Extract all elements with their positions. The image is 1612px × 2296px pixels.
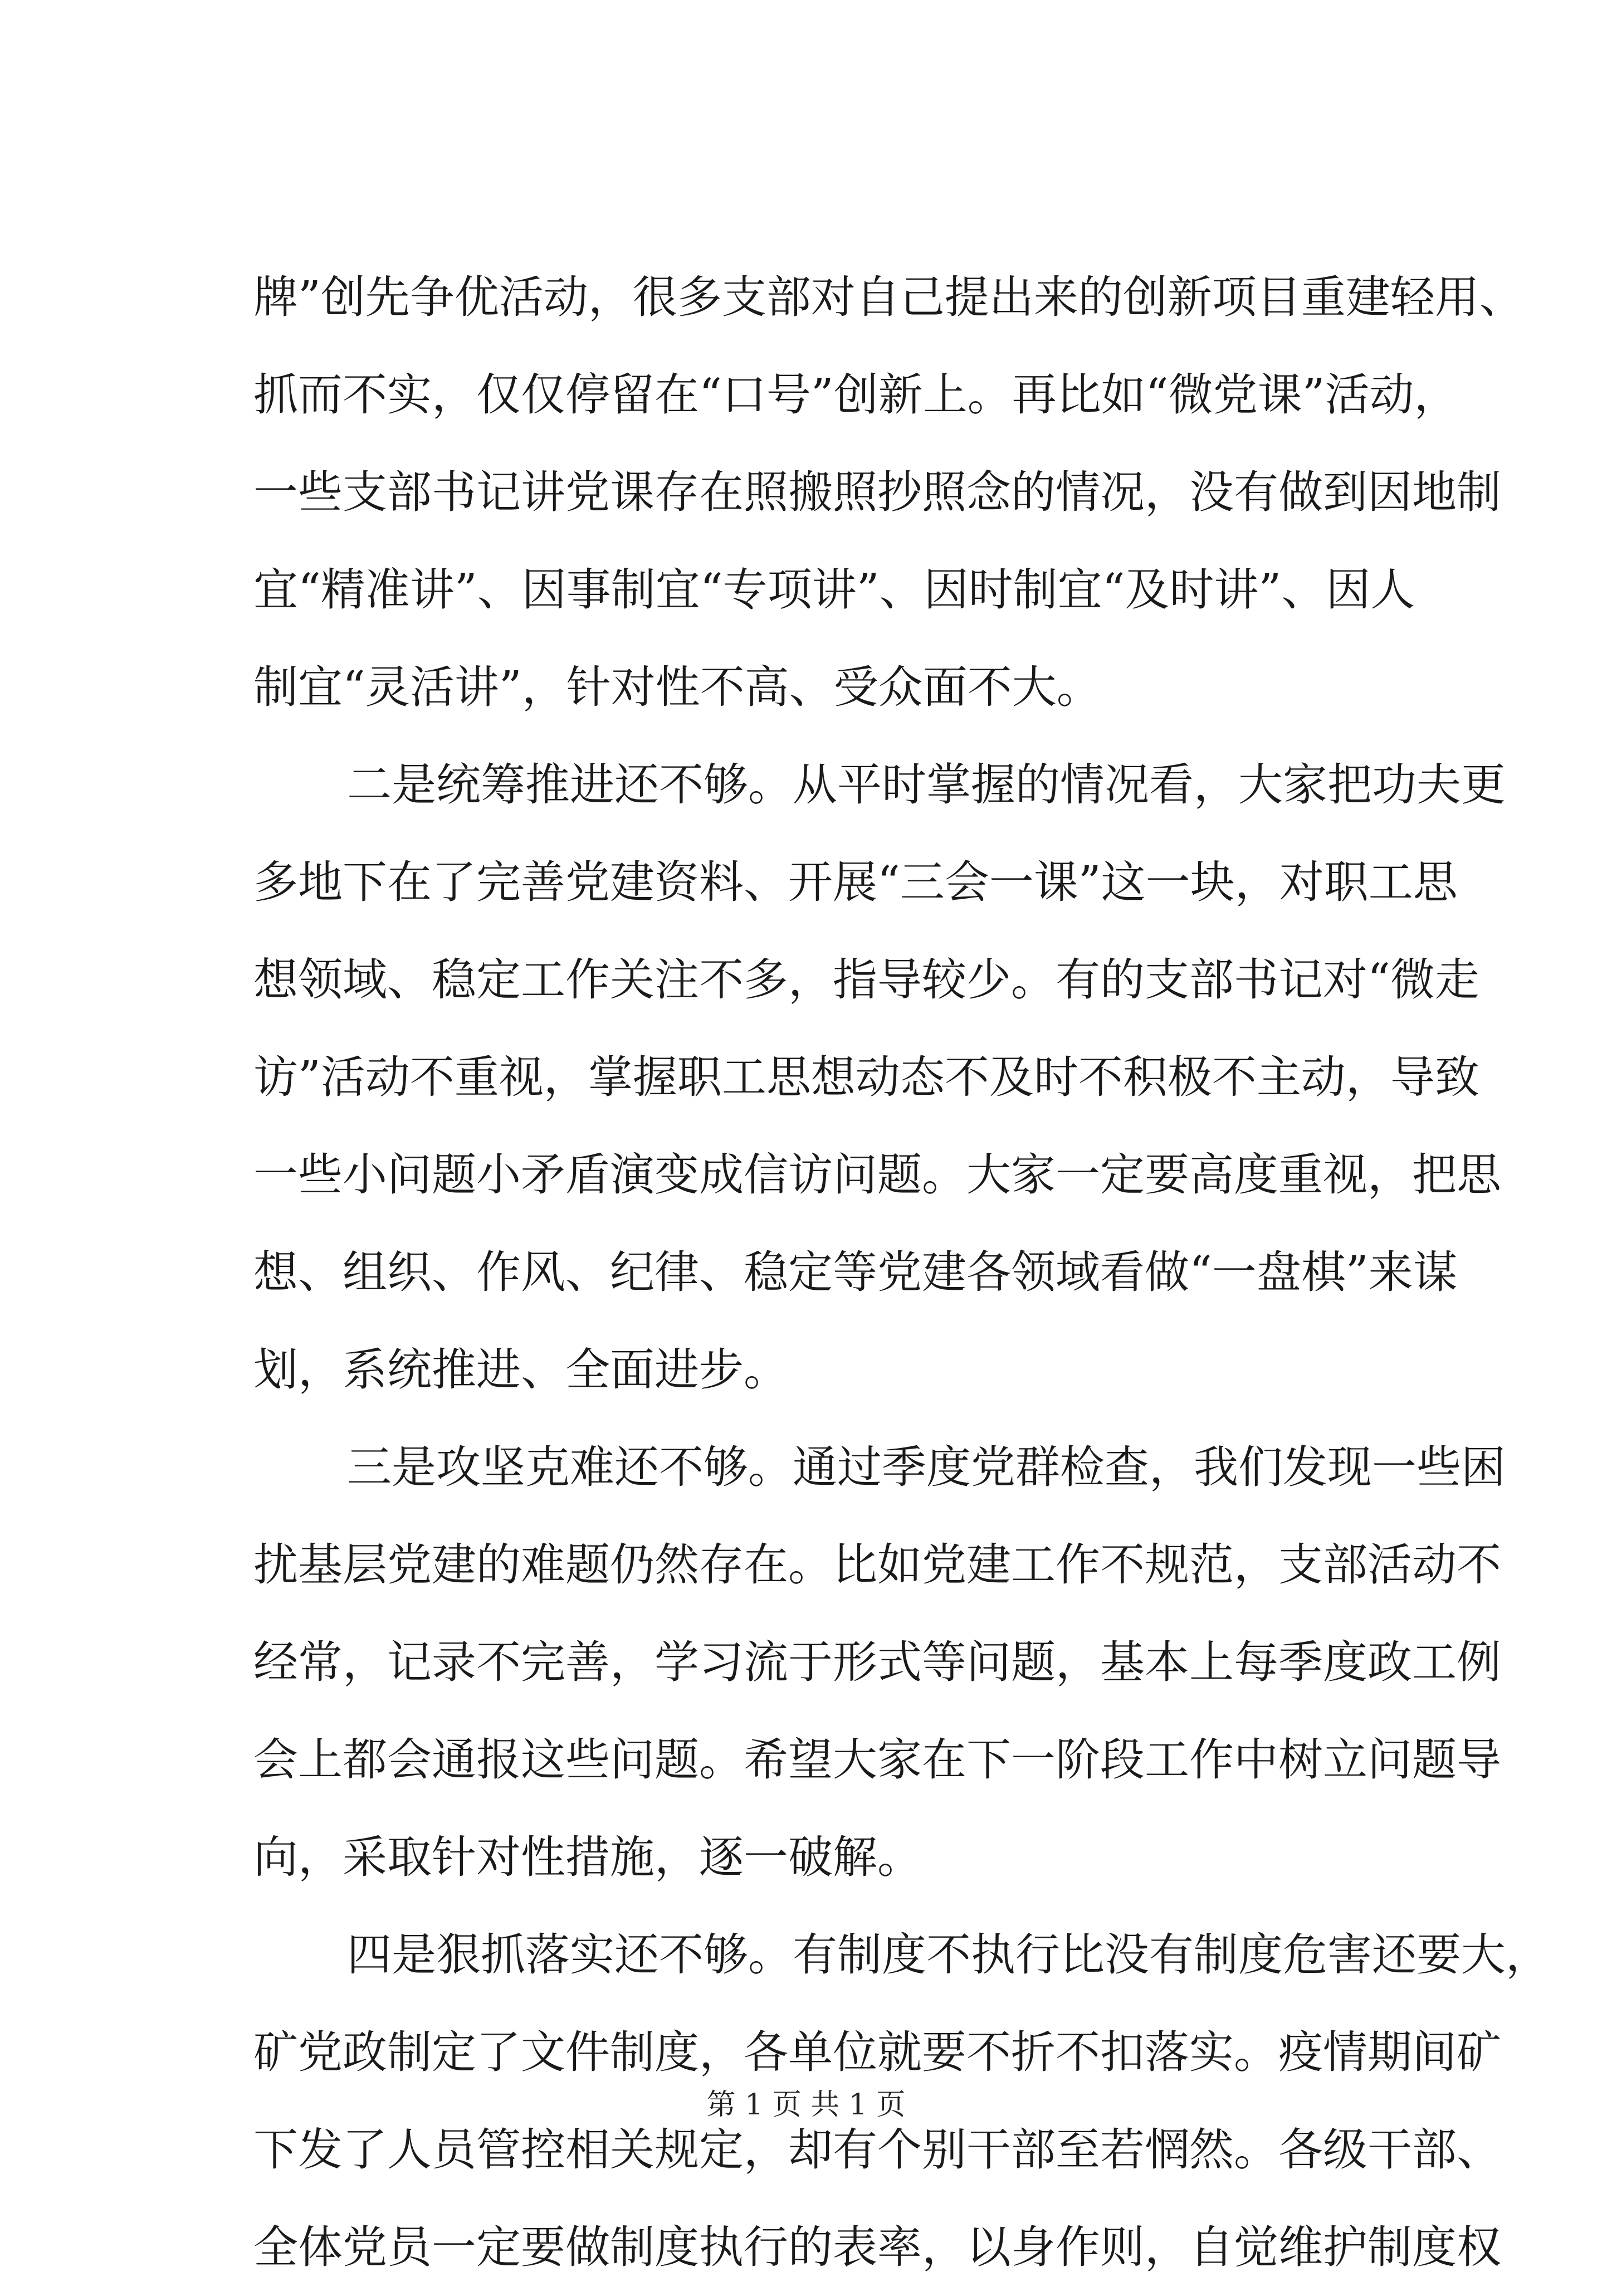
text-line: 会上都会通报这些问题。希望大家在下一阶段工作中树立问题导 xyxy=(253,1734,1501,1786)
text-line: 想、组织、作风、纪律、稳定等党建各领域看做“一盘棋”来谋 xyxy=(253,1246,1458,1298)
text-line: 多地下在了完善党建资料、开展“三会一课”这一块，对职工思 xyxy=(253,856,1458,908)
text-line: 经常，记录不完善，学习流于形式等问题，基本上每季度政工例 xyxy=(253,1636,1501,1688)
paragraph-start-line: 三是攻坚克难还不够。通过季度党群检查，我们发现一些困 xyxy=(347,1441,1506,1493)
text-line: 划，系统推进、全面进步。 xyxy=(253,1344,788,1396)
text-line: 抓而不实，仅仅停留在“口号”创新上。再比如“微党课”活动， xyxy=(253,369,1459,421)
text-line: 矿党政制定了文件制度，各单位就要不折不扣落实。疫情期间矿 xyxy=(253,2026,1501,2078)
text-line: 一些支部书记讲党课存在照搬照抄照念的情况，没有做到因地制 xyxy=(253,466,1501,518)
page-footer: 第 1 页 共 1 页 xyxy=(706,2088,906,2122)
text-line: 访”活动不重视，掌握职工思想动态不及时不积极不主动，导致 xyxy=(253,1051,1479,1103)
text-line: 一些小问题小矛盾演变成信访问题。大家一定要高度重视，把思 xyxy=(253,1149,1501,1201)
text-line: 向，采取针对性措施，逐一破解。 xyxy=(253,1831,922,1883)
document-body xyxy=(253,248,1550,2296)
text-line: 制宜“灵活讲”，针对性不高、受众面不大。 xyxy=(253,661,1101,713)
text-line: 牌”创先争优活动，很多支部对自己提出来的创新项目重建轻用、 xyxy=(253,271,1524,323)
text-line: 宜“精准讲”、因事制宜“专项讲”、因时制宜“及时讲”、因人 xyxy=(253,564,1415,616)
text-line: 想领域、稳定工作关注不多，指导较少。有的支部书记对“微走 xyxy=(253,954,1479,1006)
text-line: 全体党员一定要做制度执行的表率，以身作则，自觉维护制度权 xyxy=(253,2221,1501,2273)
text-line: 下发了人员管控相关规定，却有个别干部至若惘然。各级干部、 xyxy=(253,2124,1501,2176)
text-line: 扰基层党建的难题仍然存在。比如党建工作不规范，支部活动不 xyxy=(253,1539,1501,1591)
paragraph-start-line: 四是狠抓落实还不够。有制度不执行比没有制度危害还要大， xyxy=(347,1929,1550,1981)
paragraph-start-line: 二是统筹推进还不够。从平时掌握的情况看，大家把功夫更 xyxy=(347,759,1506,811)
